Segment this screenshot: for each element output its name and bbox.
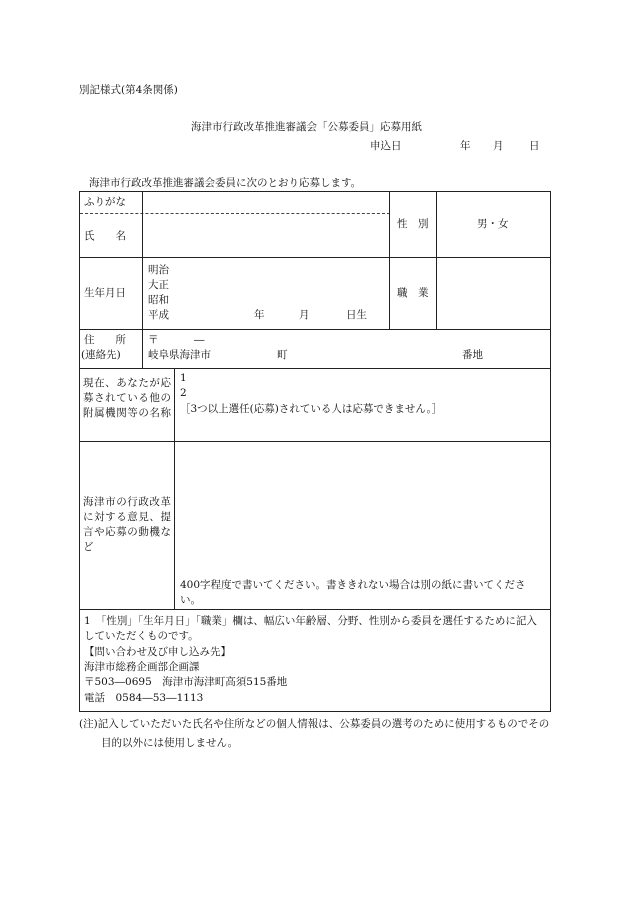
era-heisei[interactable]: 平成 [148, 309, 169, 321]
date-year: 年 [460, 140, 471, 152]
opinion-input[interactable] [175, 442, 550, 577]
gender-options[interactable]: 男・女 [477, 218, 509, 230]
contact-address: 〒503―0695 海津市海津町高須515番地 [84, 676, 288, 688]
furigana-label: ふりがな [84, 196, 126, 208]
furigana-input[interactable] [143, 192, 389, 213]
gender-label: 性 別 [397, 218, 429, 230]
contact-phone: 電話 0584―53―1113 [84, 692, 204, 704]
occupation-input[interactable] [437, 258, 550, 329]
row-divider-birth [79, 329, 551, 330]
address-city: 岐阜県海津市 [148, 349, 211, 361]
name-label: 氏 名 [84, 230, 126, 242]
row-divider-address [79, 368, 551, 369]
contact-department: 海津市総務企画部企画課 [84, 661, 200, 673]
birth-month-label: 月 [299, 309, 310, 321]
application-date-label: 申込日 [370, 140, 402, 152]
postal-mark: 〒 [148, 334, 159, 346]
name-input[interactable] [143, 214, 389, 257]
contact-heading: 【問い合わせ及び申し込み先】 [84, 646, 231, 658]
page-title: 海津市行政改革推進審議会「公募委員」応募用紙 [191, 121, 422, 133]
intro-text: 海津市行政改革推進審議会委員に次のとおり応募します。 [89, 177, 362, 189]
address-banchi: 番地 [462, 349, 483, 361]
birth-year-label: 年 [254, 309, 265, 321]
address-label: 住 所 [84, 334, 126, 346]
birth-day-label: 日生 [346, 309, 367, 321]
birthdate-label: 生年月日 [84, 287, 126, 299]
date-day: 日 [529, 140, 540, 152]
footer-note: 1 「性別」「生年月日」「職業」欄は、幅広い年齢層、分野、性別から委員を選任するために記入していただくものです。 [84, 615, 537, 642]
address-town: 町 [277, 349, 288, 361]
era-taisho[interactable]: 大正 [148, 279, 169, 291]
table-border-bottom [79, 711, 551, 712]
privacy-note: (注)記入していただいた氏名や住所などの個人情報は、公募委員の選考のために使用するものでその目的以外には使用しません。 [79, 718, 550, 749]
opinion-label: 海津市の行政改革に対する意見、提言や応募の動機など [83, 496, 171, 553]
occupation-label: 職 業 [397, 287, 429, 299]
other-org-label: 現在、あなたが応募されている他の附属機関等の名称 [83, 377, 171, 419]
col-divider-gender-left [389, 191, 390, 329]
address-contact-label: (連絡先) [81, 349, 121, 361]
era-meiji[interactable]: 明治 [148, 264, 169, 276]
other-org-item-2[interactable]: 2 [180, 387, 187, 399]
postal-dash: ― [194, 334, 205, 346]
opinion-note: 400字程度で書いてください。書ききれない場合は別の紙に書いてください。 [180, 579, 526, 606]
date-month: 月 [493, 140, 504, 152]
other-org-note: ［3つ以上選任(応募)されている人は応募できません。］ [180, 403, 443, 415]
table-border-left [79, 191, 80, 711]
table-border-right [550, 191, 551, 711]
row-divider-opinion [79, 609, 551, 610]
other-org-item-1[interactable]: 1 [180, 372, 187, 384]
era-showa[interactable]: 昭和 [148, 294, 169, 306]
form-reference: 別記様式(第4条関係) [79, 84, 178, 96]
